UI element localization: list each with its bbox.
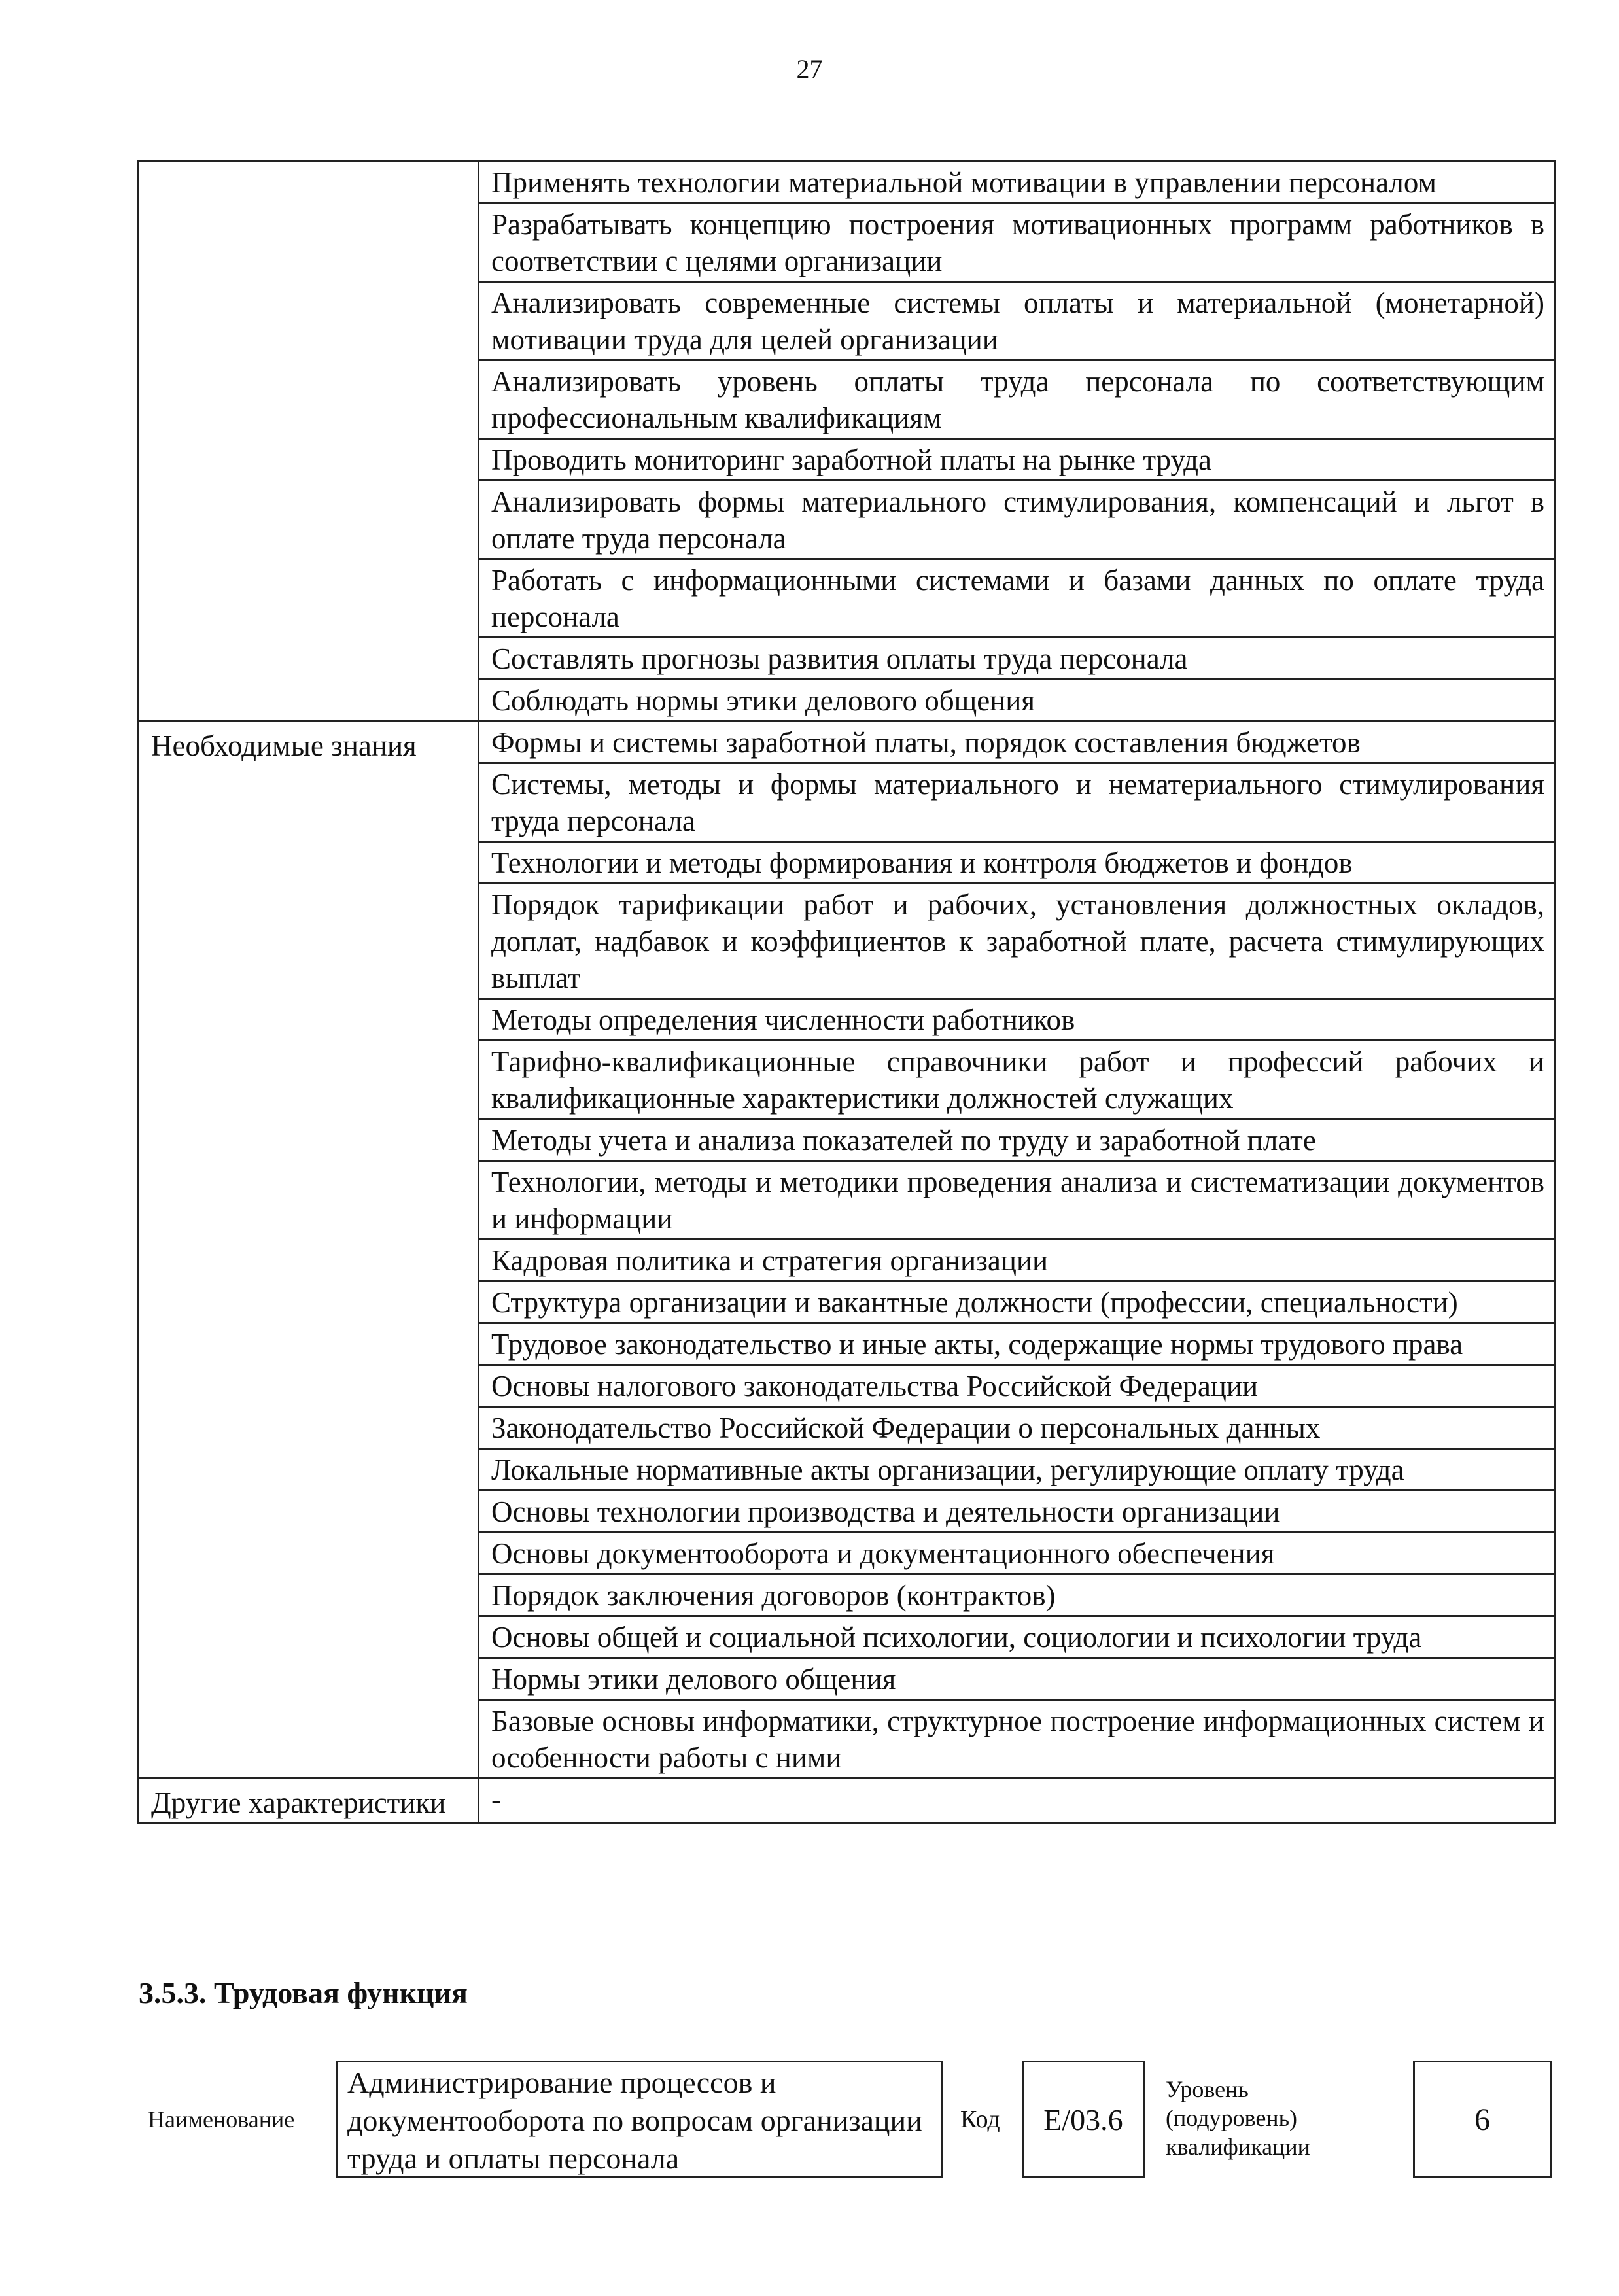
knowledge-item: Базовые основы информатики, структурное построение информационных систем и особенности работы с ними <box>479 1700 1555 1779</box>
knowledge-item: Законодательство Российской Федерации о персональных данных <box>479 1407 1555 1449</box>
skill-item: Анализировать современные системы оплаты и материальной (монетарной) мотивации труда для целей организации <box>479 282 1555 360</box>
knowledge-item: Методы определения численности работников <box>479 999 1555 1041</box>
knowledge-item: Порядок тарификации работ и рабочих, установления должностных окладов, доплат, надбавок и коэффициентов к заработной плате, расчета стимулирующих выплат <box>479 884 1555 999</box>
skills-label-cell <box>139 162 479 722</box>
skill-item: Разрабатывать концепцию построения мотивационных программ работников в соответствии с целями организации <box>479 203 1555 282</box>
knowledge-item: Формы и системы заработной платы, порядок составления бюджетов <box>479 722 1555 763</box>
level-label: Уровень (подуровень) квалификации <box>1166 2076 1310 2160</box>
knowledge-item: Тарифно-квалификационные справочники работ и профессий рабочих и квалификационные характеристики должностей служащих <box>479 1041 1555 1119</box>
knowledge-item: Технологии и методы формирования и контроля бюджетов и фондов <box>479 842 1555 884</box>
qualification-level-box: 6 <box>1413 2061 1552 2178</box>
name-label: Наименование <box>148 2106 295 2132</box>
knowledge-item: Основы налогового законодательства Российской Федерации <box>479 1365 1555 1407</box>
knowledge-item: Трудовое законодательство и иные акты, содержащие нормы трудового права <box>479 1323 1555 1365</box>
skill-item: Анализировать формы материального стимулирования, компенсаций и льгот в оплате труда персонала <box>479 481 1555 559</box>
function-name-box: Администрирование процессов и документооборота по вопросам организации труда и оплаты персонала <box>336 2061 943 2178</box>
knowledge-label: Необходимые знания <box>139 722 479 1779</box>
qualification-table <box>137 160 1556 1824</box>
knowledge-item: Локальные нормативные акты организации, регулирующие оплату труда <box>479 1449 1555 1491</box>
skill-item: Соблюдать нормы этики делового общения <box>479 680 1555 722</box>
knowledge-item: Кадровая политика и стратегия организации <box>479 1240 1555 1281</box>
knowledge-item: Структура организации и вакантные должности (профессии, специальности) <box>479 1281 1555 1323</box>
skill-item: Работать с информационными системами и базами данных по оплате труда персонала <box>479 559 1555 638</box>
knowledge-item: Нормы этики делового общения <box>479 1658 1555 1700</box>
page-number: 27 <box>796 54 823 84</box>
knowledge-item: Основы технологии производства и деятельности организации <box>479 1491 1555 1533</box>
skill-item: Применять технологии материальной мотивации в управлении персоналом <box>479 162 1555 203</box>
skill-item: Анализировать уровень оплаты труда персонала по соответствующим профессиональным квалификациям <box>479 360 1555 439</box>
table-row <box>139 722 1555 763</box>
skill-item: Проводить мониторинг заработной платы на рынке труда <box>479 439 1555 481</box>
knowledge-item: Методы учета и анализа показателей по труду и заработной плате <box>479 1119 1555 1161</box>
other-characteristics-label: Другие характеристики <box>139 1779 479 1824</box>
knowledge-item: Порядок заключения договоров (контрактов) <box>479 1574 1555 1616</box>
table-row <box>139 162 1555 203</box>
function-code-box: E/03.6 <box>1022 2061 1145 2178</box>
knowledge-item: Основы документооборота и документационного обеспечения <box>479 1533 1555 1574</box>
knowledge-item: Системы, методы и формы материального и нематериального стимулирования труда персонала <box>479 763 1555 842</box>
knowledge-item: Основы общей и социальной психологии, социологии и психологии труда <box>479 1616 1555 1658</box>
other-characteristics-value: - <box>479 1779 1555 1824</box>
skill-item: Составлять прогнозы развития оплаты труда персонала <box>479 638 1555 680</box>
section-heading: 3.5.3. Трудовая функция <box>139 1976 468 2009</box>
knowledge-item: Технологии, методы и методики проведения анализа и систематизации документов и информации <box>479 1161 1555 1240</box>
table-row <box>139 1779 1555 1824</box>
code-label: Код <box>960 2106 1000 2133</box>
